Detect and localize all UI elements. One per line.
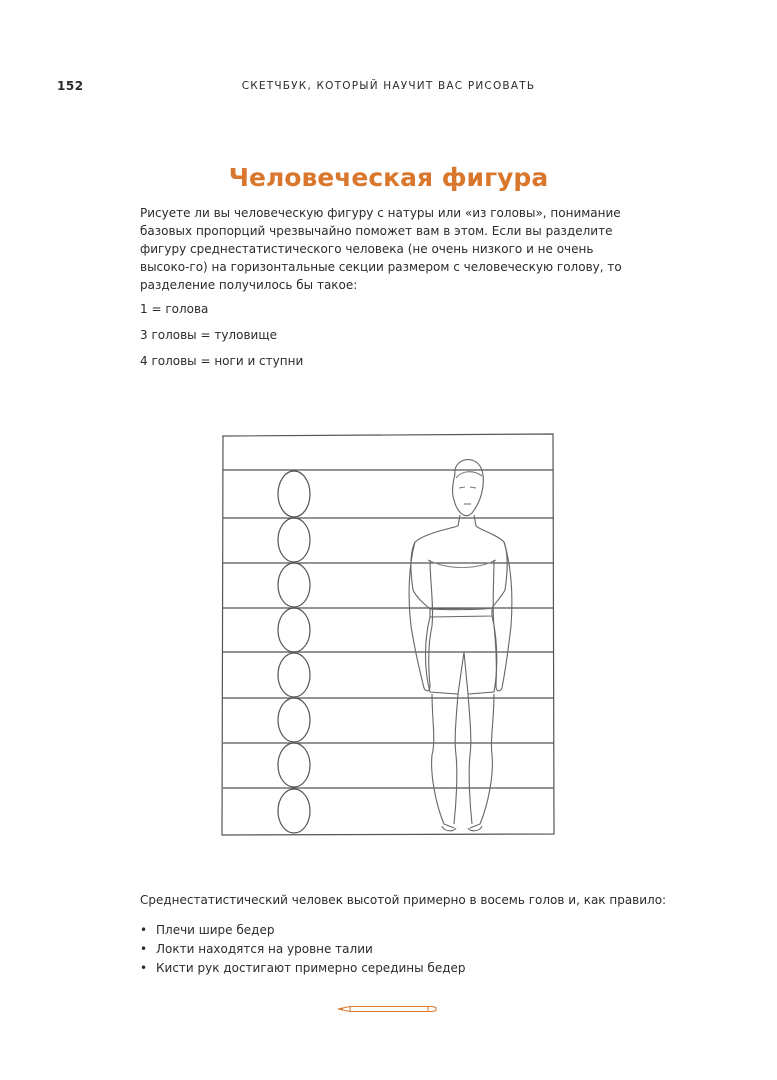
head-oval xyxy=(278,743,310,787)
head-oval xyxy=(278,653,310,697)
human-figure xyxy=(409,460,512,831)
proportion-rules-list xyxy=(140,921,466,978)
proportion-head: 1 = голова xyxy=(140,302,209,316)
head-oval xyxy=(278,789,310,833)
grid-frame xyxy=(222,434,554,835)
proportion-torso: 3 головы = туловище xyxy=(140,328,277,342)
proportion-figure-drawing xyxy=(218,430,558,840)
grid-lines xyxy=(223,470,554,788)
page-number: 152 xyxy=(57,79,84,93)
head-oval xyxy=(278,563,310,607)
intro-paragraph: Рисуете ли вы человеческую фигуру с натуры или «из головы», понимание базовых пропорций чрезвычайно поможет вам в этом. Если вы разделите фигуру среднестатистического человека (не очень низкого и не очень высоко-го) на горизонтальные секции размером с человеческую голову, то разделение получилось бы такое: xyxy=(140,206,622,292)
list-item: • Плечи шире бедер xyxy=(140,921,466,940)
pencil-icon xyxy=(336,1004,440,1014)
proportion-legs: 4 головы = ноги и ступни xyxy=(140,354,304,368)
list-item: • Локти находятся на уровне талии xyxy=(140,940,466,959)
head-oval xyxy=(278,698,310,742)
head-oval xyxy=(278,518,310,562)
head-oval xyxy=(278,608,310,652)
list-item: • Кисти рук достигают примерно середины бедер xyxy=(140,959,466,978)
running-head: СКЕТЧБУК, КОТОРЫЙ НАУЧИТ ВАС РИСОВАТЬ xyxy=(241,80,536,92)
summary-text: Среднестатистический человек высотой примерно в восемь голов и, как правило: xyxy=(140,893,667,907)
section-title: Человеческая фигура xyxy=(228,163,549,192)
head-oval xyxy=(278,471,310,517)
